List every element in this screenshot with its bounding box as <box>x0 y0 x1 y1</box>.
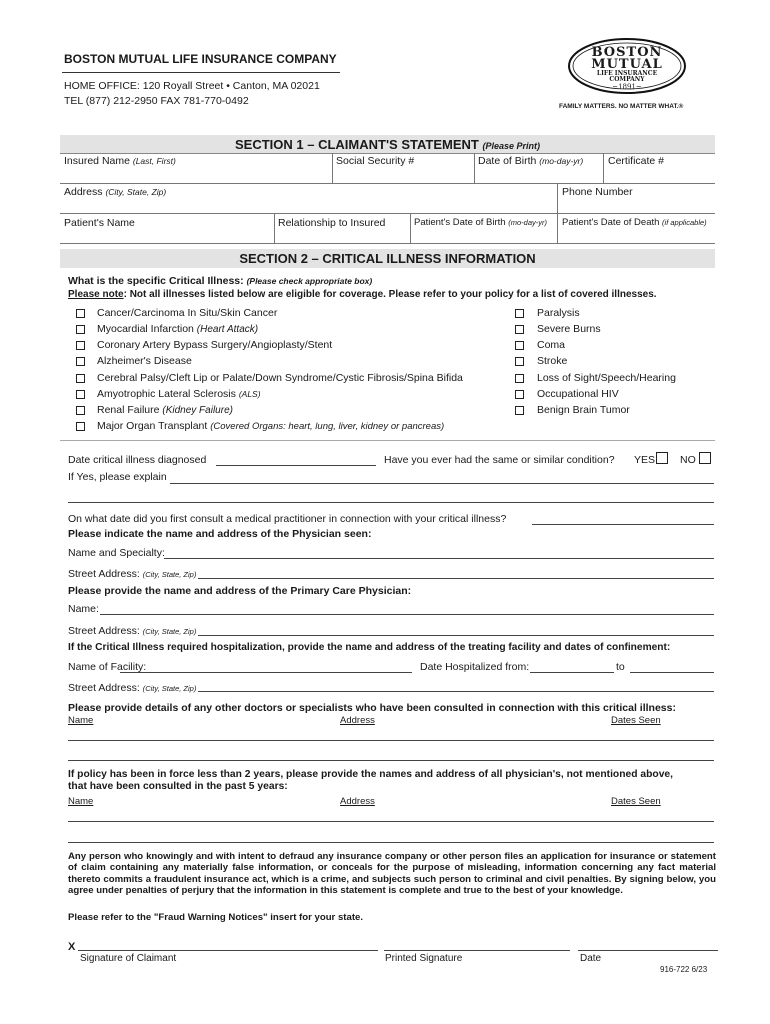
name-specialty-label: Name and Specialty: <box>68 547 165 559</box>
illness-question-text: What is the specific Critical Illness: <box>68 275 244 287</box>
col-name: Name <box>68 715 94 726</box>
s1-divider <box>557 213 558 243</box>
past-physicians-row-1[interactable] <box>68 821 714 822</box>
date-diagnosed-label: Date critical illness diagnosed <box>68 454 207 466</box>
explain-field-line2[interactable] <box>68 502 714 503</box>
facility-field[interactable] <box>120 672 412 673</box>
logo-word-boston: BOSTON <box>591 45 663 60</box>
certificate-label: Certificate # <box>608 155 665 167</box>
illness-label-renal-failure <box>97 404 233 416</box>
signature-claimant-label: Signature of Claimant <box>80 953 177 964</box>
street-address-text: Street Address: <box>68 625 140 637</box>
illness-text: Myocardial Infarction <box>97 323 194 335</box>
checkbox-loss-of-sight[interactable] <box>515 374 524 383</box>
dob-label <box>478 155 583 167</box>
illness-question-note: (Please check appropriate box) <box>246 276 373 286</box>
checkbox-stroke[interactable] <box>515 357 524 366</box>
patient-dod-note: (if applicable) <box>662 218 707 227</box>
company-name: BOSTON MUTUAL LIFE INSURANCE COMPANY <box>64 52 337 66</box>
checkbox-coma[interactable] <box>515 341 524 350</box>
dob-text: Date of Birth <box>478 155 537 167</box>
first-consult-field[interactable] <box>532 524 714 525</box>
company-logo <box>567 37 687 97</box>
dob-field[interactable] <box>478 168 598 181</box>
insured-name-label <box>64 155 176 167</box>
checkbox-alzheimers[interactable] <box>76 357 85 366</box>
illness-label-als <box>97 388 261 400</box>
pcp-name-label: Name: <box>68 603 99 615</box>
section2-title: SECTION 2 – CRITICAL ILLNESS INFORMATION <box>239 251 536 266</box>
tagline: FAMILY MATTERS. NO MATTER WHAT.® <box>559 103 684 110</box>
no-label: NO <box>680 454 696 466</box>
checkbox-paralysis[interactable] <box>515 309 524 318</box>
home-office: HOME OFFICE: 120 Royall Street • Canton, MA 02021 <box>64 80 320 92</box>
phone-field[interactable] <box>562 199 712 212</box>
certificate-field[interactable] <box>608 168 712 181</box>
logo-company: COMPANY <box>609 76 645 83</box>
illness-text: Amyotrophic Lateral Sclerosis <box>97 388 236 400</box>
relationship-field[interactable] <box>278 229 406 242</box>
illness-question <box>68 275 372 287</box>
address-field[interactable] <box>64 199 552 212</box>
pcp-street-field[interactable] <box>198 635 714 636</box>
col-address: Address <box>340 796 375 807</box>
tel-fax: TEL (877) 212-2950 FAX 781-770-0492 <box>64 95 249 107</box>
illness-label-coronary-bypass: Coronary Artery Bypass Surgery/Angioplasty/Stent <box>97 339 333 351</box>
illness-label-alzheimers: Alzheimer's Disease <box>97 355 192 367</box>
hospitalized-from-field[interactable] <box>530 672 614 673</box>
insured-name-field[interactable] <box>64 168 328 181</box>
col-dates-seen: Dates Seen <box>611 715 661 726</box>
checkbox-no[interactable] <box>699 452 711 464</box>
header-divider <box>62 72 340 73</box>
pcp-street-label <box>68 625 196 637</box>
s1-rule <box>60 243 715 244</box>
date-field[interactable] <box>578 950 718 951</box>
street-address-note: (City, State, Zip) <box>142 570 197 579</box>
s1-divider <box>274 213 275 243</box>
s1-divider <box>474 153 475 183</box>
checkbox-benign-brain-tumor[interactable] <box>515 406 524 415</box>
other-doctors-row-2[interactable] <box>68 760 714 761</box>
facility-street-label <box>68 682 196 694</box>
printed-signature-field[interactable] <box>384 950 570 951</box>
street-address-text: Street Address: <box>68 568 140 580</box>
to-label: to <box>616 661 625 673</box>
past-physicians-row-2[interactable] <box>68 842 714 843</box>
street-address-text: Street Address: <box>68 682 140 694</box>
policy-heading-1: If policy has been in force less than 2 years, please provide the names and address of all physician's, not mentioned above, <box>68 769 674 780</box>
illness-label-loss-of-sight: Loss of Sight/Speech/Hearing <box>537 372 676 384</box>
checkbox-als[interactable] <box>76 390 85 399</box>
s1-divider <box>603 153 604 183</box>
col-dates-seen: Dates Seen <box>611 796 661 807</box>
illness-label-cerebral-palsy: Cerebral Palsy/Cleft Lip or Palate/Down Syndrome/Cystic Fibrosis/Spina Bifida <box>97 372 463 384</box>
illness-note: (Covered Organs: heart, lung, liver, kidney or pancreas) <box>210 421 445 432</box>
checkbox-coronary-bypass[interactable] <box>76 341 85 350</box>
street-address-note: (City, State, Zip) <box>142 684 197 693</box>
address-label <box>64 186 166 198</box>
section-divider <box>60 440 715 441</box>
name-specialty-field[interactable] <box>164 558 714 559</box>
other-doctors-row-1[interactable] <box>68 740 714 741</box>
patient-dob-field[interactable] <box>414 229 554 242</box>
phone-label: Phone Number <box>562 186 633 198</box>
patient-dob-label <box>414 217 547 228</box>
patient-dob-text: Patient's Date of Birth <box>414 217 506 228</box>
dob-note: (mo-day-yr) <box>539 156 584 166</box>
policy-heading-2: that have been consulted in the past 5 years: <box>68 781 288 792</box>
illness-label-coma: Coma <box>537 339 566 351</box>
address-note: (City, State, Zip) <box>105 187 167 197</box>
illness-label-organ-transplant <box>97 420 444 432</box>
street-address-field[interactable] <box>198 578 714 579</box>
coverage-note <box>68 289 657 300</box>
s1-rule <box>60 183 715 184</box>
date-diagnosed-field[interactable] <box>216 465 376 466</box>
date-hospitalized-label: Date Hospitalized from: <box>420 661 530 673</box>
same-condition-label: Have you ever had the same or similar condition? <box>384 454 615 466</box>
checkbox-myocardial-infarction[interactable] <box>76 325 85 334</box>
s1-divider <box>557 183 558 213</box>
pcp-name-field[interactable] <box>100 614 714 615</box>
s1-divider <box>332 153 333 183</box>
checkbox-cerebral-palsy[interactable] <box>76 374 85 383</box>
street-address-note: (City, State, Zip) <box>142 627 197 636</box>
signature-field[interactable] <box>78 950 378 951</box>
explain-field[interactable] <box>170 483 714 484</box>
relationship-label: Relationship to Insured <box>278 217 386 229</box>
coverage-note-text: : Not all illnesses listed below are eligible for coverage. Please refer to your policy for a list of covered illnesses. <box>123 289 657 300</box>
checkbox-yes[interactable] <box>656 452 668 464</box>
illness-label-myocardial-infarction <box>97 323 258 335</box>
patient-name-label: Patient's Name <box>64 217 135 229</box>
checkbox-organ-transplant[interactable] <box>76 422 85 431</box>
logo-year: ~1891~ <box>612 83 642 91</box>
signature-x: X <box>68 941 76 953</box>
s1-rule <box>60 213 715 214</box>
street-address-label <box>68 568 196 580</box>
patient-dod-label <box>562 217 707 228</box>
coverage-note-label: Please note <box>68 289 124 300</box>
fraud-refer: Please refer to the "Fraud Warning Notices" insert for your state. <box>68 912 364 923</box>
other-doctors-heading: Please provide details of any other doctors or specialists who have been consulted in connection with this critical illness: <box>68 702 676 714</box>
insured-name-text: Insured Name <box>64 155 130 167</box>
checkbox-renal-failure[interactable] <box>76 406 85 415</box>
illness-label-benign-brain-tumor: Benign Brain Tumor <box>537 404 630 416</box>
illness-text: Major Organ Transplant <box>97 420 208 432</box>
hospitalization-heading: If the Critical Illness required hospitalization, provide the name and address of the treating facility and dates of confinement: <box>68 642 671 653</box>
patient-name-field[interactable] <box>64 229 270 242</box>
logo-life-insurance: LIFE INSURANCE <box>596 70 658 77</box>
pcp-heading: Please provide the name and address of the Primary Care Physician: <box>68 585 412 597</box>
physician-heading: Please indicate the name and address of the Physician seen: <box>68 528 372 540</box>
illness-note: (ALS) <box>238 389 261 399</box>
date-label: Date <box>580 953 602 964</box>
logo-word-mutual: MUTUAL <box>591 57 663 72</box>
printed-signature-label: Printed Signature <box>385 953 463 964</box>
fraud-warning: Any person who knowingly and with intent to defraud any insurance company or other person files an application for insurance or statement of claim containing any materially false information, or conceals for the purpose of misleading, information concerning any fact material thereto commits a fraudulent insurance act, which is a crime, and subjects such person to criminal and civil penalties. By signing below, you agree under penalties of perjury that the information in this statement is complete and true to the best of your knowledge. <box>68 851 716 897</box>
patient-dod-field[interactable] <box>562 229 712 242</box>
address-text: Address <box>64 186 103 198</box>
col-name: Name <box>68 796 94 807</box>
if-yes-label: If Yes, please explain <box>68 471 167 483</box>
illness-note: (Kidney Failure) <box>162 405 233 416</box>
illness-label-occupational-hiv: Occupational HIV <box>537 388 619 400</box>
insured-name-note: (Last, First) <box>132 156 176 166</box>
col-address: Address <box>340 715 375 726</box>
checkbox-occupational-hiv[interactable] <box>515 390 524 399</box>
ssn-label: Social Security # <box>336 155 415 167</box>
checkbox-cancer[interactable] <box>76 309 85 318</box>
s1-rule <box>60 153 715 154</box>
form-number: 916-722 6/23 <box>660 965 708 974</box>
illness-label-stroke: Stroke <box>537 355 568 367</box>
ssn-field[interactable] <box>336 168 470 181</box>
illness-label-paralysis: Paralysis <box>537 307 580 319</box>
facility-label: Name of Facility: <box>68 661 147 673</box>
patient-dob-note: (mo-day-yr) <box>508 218 547 227</box>
section1-title: SECTION 1 – CLAIMANT'S STATEMENT <box>235 137 479 152</box>
section1-title-note: (Please Print) <box>482 141 540 151</box>
patient-dod-text: Patient's Date of Death <box>562 217 660 228</box>
facility-street-field[interactable] <box>198 691 714 692</box>
illness-text: Renal Failure <box>97 404 160 416</box>
yes-label: YES <box>634 454 656 466</box>
section2-header <box>60 249 715 268</box>
first-consult-label: On what date did you first consult a medical practitioner in connection with your critical illness? <box>68 513 507 525</box>
section1-header <box>60 135 715 154</box>
illness-note: (Heart Attack) <box>196 324 259 335</box>
illness-label-cancer: Cancer/Carcinoma In Situ/Skin Cancer <box>97 307 278 319</box>
s1-divider <box>410 213 411 243</box>
hospitalized-to-field[interactable] <box>630 672 714 673</box>
checkbox-severe-burns[interactable] <box>515 325 524 334</box>
illness-label-severe-burns: Severe Burns <box>537 323 601 335</box>
